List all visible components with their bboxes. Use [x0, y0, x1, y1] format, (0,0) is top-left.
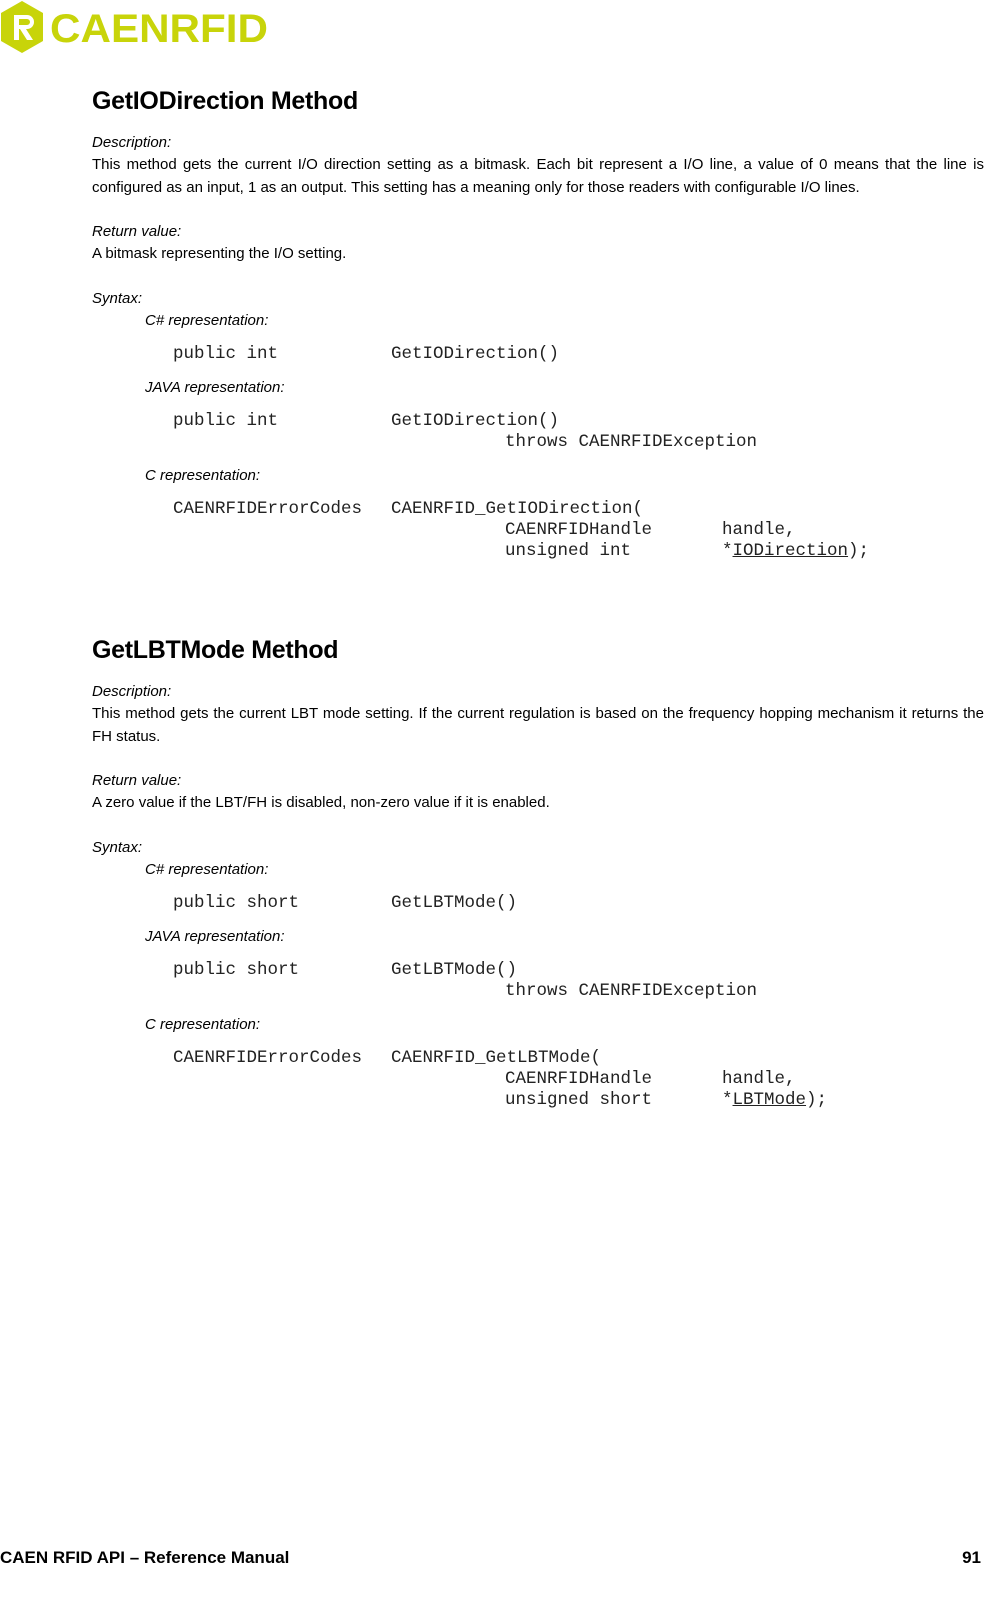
return-label: Return value:	[92, 223, 182, 240]
code-type: public int	[173, 410, 279, 431]
code-type: public short	[173, 892, 300, 913]
syntax-label: Syntax:	[92, 838, 143, 856]
param-end: );	[806, 1089, 828, 1110]
cs-code	[173, 893, 984, 914]
cs-label: C# representation:	[145, 860, 269, 878]
code-method: CAENRFID_GetLBTMode(	[391, 1047, 602, 1068]
c-code	[173, 1048, 984, 1111]
param-star: *	[722, 540, 733, 561]
logo-text: CAENRFID	[50, 7, 268, 51]
section-getlbtmode	[92, 635, 984, 1123]
description-text: This method gets the current LBT mode setting. If the current regulation is based on the frequency hopping mechanism it returns the FH status.	[92, 705, 984, 745]
code-type: public int	[173, 343, 279, 364]
description-text: This method gets the current I/O direction setting as a bitmask. Each bit represent a I/O line, a value of 0 means that the line is configured as an input, 1 as an output. This setting has a meaning only for those readers with configurable I/O lines.	[92, 156, 984, 196]
param-type: CAENRFIDHandle	[505, 1068, 653, 1089]
code-throws: throws CAENRFIDException	[505, 980, 758, 1001]
section-title: GetIODirection Method	[92, 87, 358, 115]
java-label: JAVA representation:	[145, 378, 285, 396]
code-type: public short	[173, 959, 300, 980]
param-name: LBTMode	[732, 1089, 807, 1110]
java-code	[173, 960, 984, 1002]
description-label: Description:	[92, 134, 172, 151]
return-text: A bitmask representing the I/O setting.	[92, 245, 347, 262]
code-method: GetIODirection()	[391, 343, 560, 364]
page-number: 91	[962, 1548, 981, 1567]
cs-label: C# representation:	[145, 311, 269, 329]
return-label: Return value:	[92, 772, 182, 789]
java-label: JAVA representation:	[145, 927, 285, 945]
c-label: C representation:	[145, 1015, 261, 1033]
param-name: IODirection	[732, 540, 849, 561]
param-end: );	[848, 540, 870, 561]
caenrfid-logo	[0, 0, 280, 56]
description-label: Description:	[92, 683, 172, 700]
code-throws: throws CAENRFIDException	[505, 431, 758, 452]
param-type: CAENRFIDHandle	[505, 519, 653, 540]
syntax-label: Syntax:	[92, 289, 143, 307]
return-text: A zero value if the LBT/FH is disabled, non-zero value if it is enabled.	[92, 794, 550, 811]
param-name: handle,	[722, 519, 796, 540]
footer-title: CAEN RFID API – Reference Manual	[0, 1548, 290, 1567]
section-getiodirection	[92, 86, 984, 574]
section-title: GetLBTMode Method	[92, 636, 339, 664]
param-name: handle,	[722, 1068, 796, 1089]
c-code	[173, 499, 984, 562]
param-type: unsigned int	[505, 540, 632, 561]
param-type: unsigned short	[505, 1089, 653, 1110]
code-method: GetIODirection()	[391, 410, 560, 431]
code-type: CAENRFIDErrorCodes	[173, 498, 363, 519]
c-label: C representation:	[145, 466, 261, 484]
code-method: GetLBTMode()	[391, 959, 518, 980]
code-method: CAENRFID_GetIODirection(	[391, 498, 644, 519]
param-star: *	[722, 1089, 733, 1110]
java-code	[173, 411, 984, 453]
code-method: GetLBTMode()	[391, 892, 518, 913]
cs-code	[173, 344, 984, 365]
code-type: CAENRFIDErrorCodes	[173, 1047, 363, 1068]
